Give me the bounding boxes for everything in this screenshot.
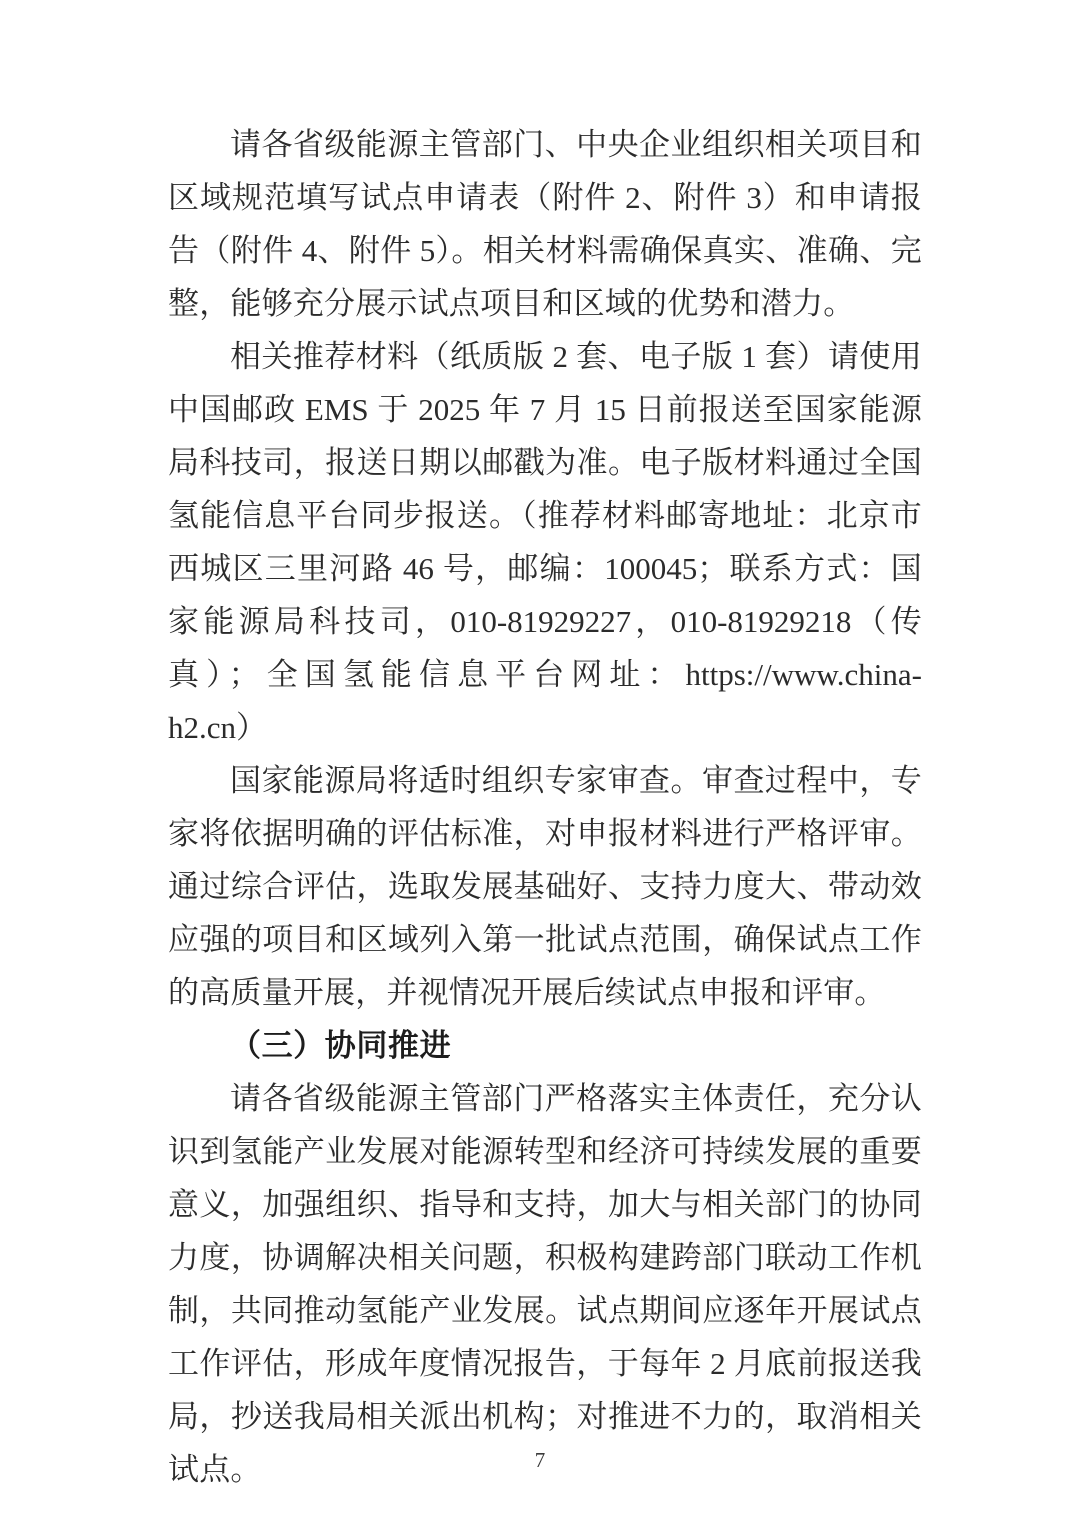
heading-coordinated-advancement: （三）协同推进 [230,1028,452,1063]
latin-run: 15 [594,392,626,427]
latin-run: 100045 [604,551,698,586]
latin-run: 3 [746,180,762,215]
latin-run: 7 [529,392,546,427]
latin-run: 5 [419,233,436,268]
latin-run: 2 [552,339,568,374]
latin-run: 4 [301,233,318,268]
latin-run: 2 [625,180,641,215]
latin-run: 010-81929218 [670,604,852,639]
latin-run: 1 [741,339,757,374]
latin-run: 010-81929227 [450,604,632,639]
paragraph-submission-forms: 请各省级能源主管部门、中央企业组织相关项目和区域规范填写试点申请表（附件 2、附件 3）和申请报告（附件 4、附件 5）。相关材料需确保真实、准确、完整，能够充分展示试点项目和区域的优势和潜力。 [168,127,923,321]
paragraph-submission-logistics: 相关推荐材料（纸质版 2 套、电子版 1 套）请使用中国邮政 EMS 于 2025 年 7 月 15 日前报送至国家能源局科技司，报送日期以邮戳为准。电子版材料通过全国氢能信息平台同步报送。（推荐材料邮寄地址：北京市西城区三里河路 46 号，邮编：100045；联系方式：国家能源局科技司，010-81929227，010-81929218（传真）；全国氢能信息平台网址：https://www.china-h2.cn） [168,339,923,745]
page-content [168,118,922,1496]
page-number: 7 [534,1448,546,1472]
paragraph-expert-review: 国家能源局将适时组织专家审查。审查过程中，专家将依据明确的评估标准，对申报材料进行严格评审。通过综合评估，选取发展基础好、支持力度大、带动效应强的项目和区域列入第一批试点范围，确保试点工作的高质量开展，并视情况开展后续试点申报和评审。 [168,763,922,1010]
latin-run: EMS [304,392,369,427]
latin-run: 2025 [418,392,481,427]
latin-run: https://www.china-h2.cn [168,657,922,745]
paragraph-responsibility-and-reporting: 请各省级能源主管部门严格落实主体责任，充分认识到氢能产业发展对能源转型和经济可持续发展的重要意义，加强组织、指导和支持，加大与相关部门的协同力度，协调解决相关问题，积极构建跨部门联动工作机制，共同推动氢能产业发展。试点期间应逐年开展试点工作评估，形成年度情况报告，于每年 2 月底前报送我局，抄送我局相关派出机构；对推进不力的，取消相关试点。 [168,1081,922,1487]
latin-run: 2 [710,1346,726,1381]
latin-run: 46 [402,551,434,586]
